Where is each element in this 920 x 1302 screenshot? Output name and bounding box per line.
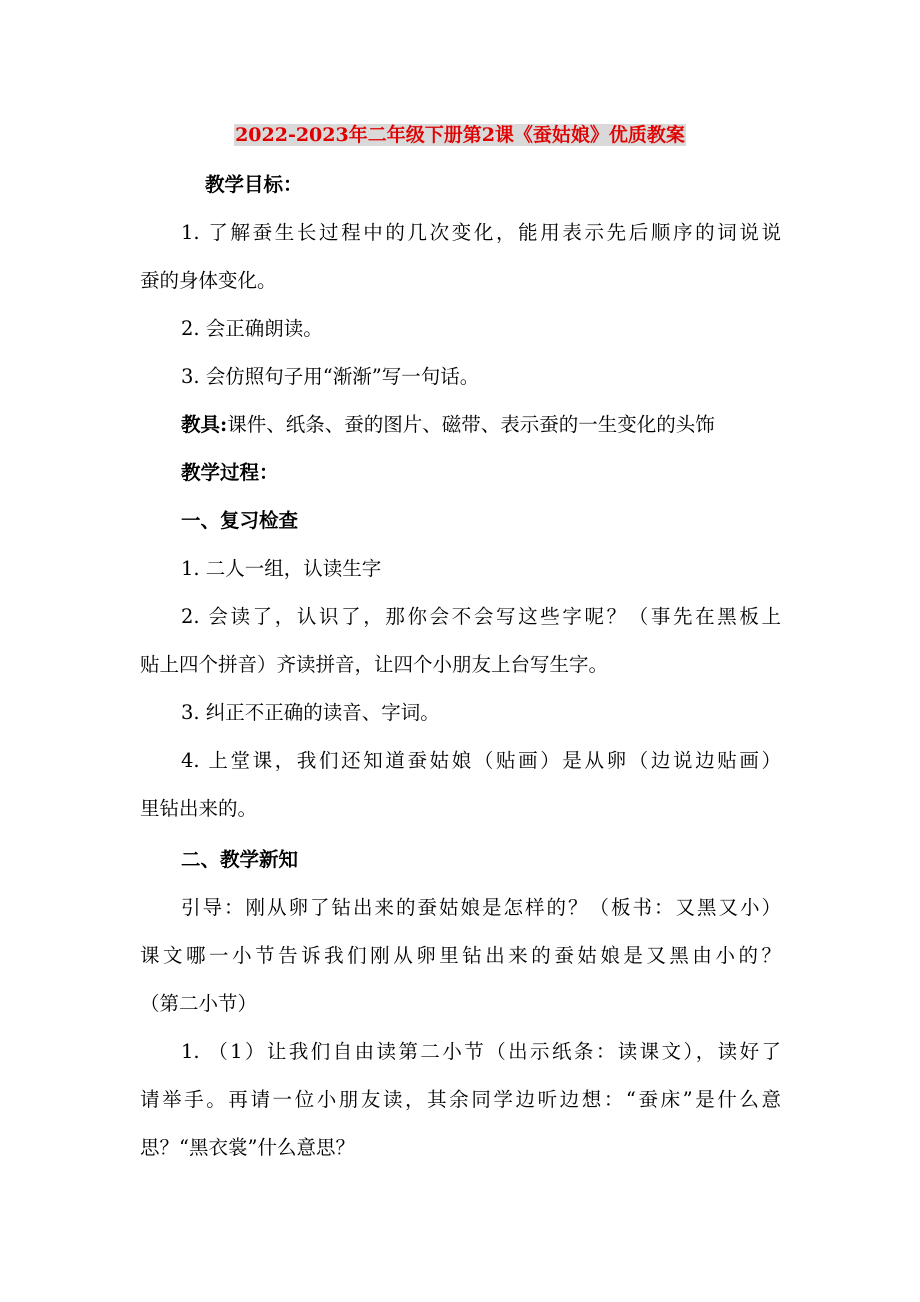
activity-1-cont-1: 请举手。再请一位小朋友读，其余同学边听边想：“蚕床”是什么意 [140,1088,781,1111]
guide-paragraph-cont-2: （第二小节） [140,992,258,1015]
review-item-2: 2. 会读了，认识了，那你会不会写这些字呢？（事先在黑板上 [181,605,781,628]
objective-1-cont: 蚕的身体变化。 [140,269,277,292]
section-heading-objectives: 教学目标： [205,173,303,196]
section-heading-process: 教学过程： [181,461,279,484]
guide-paragraph: 引导：刚从卵了钻出来的蚕姑娘是怎样的？（板书：又黑又小） [181,896,781,919]
section-heading-new-knowledge: 二、教学新知 [181,848,299,871]
review-item-2-cont: 贴上四个拼音）齐读拼音，让四个小朋友上台写生字。 [140,653,609,676]
review-item-4-cont: 里钻出来的。 [140,797,258,820]
activity-1-cont-2: 思？“黑衣裳”什么意思？ [140,1136,355,1159]
teaching-aids-text: 课件、纸条、蚕的图片、磁带、表示蚕的一生变化的头饰 [227,413,715,436]
document-title [0,121,920,149]
review-item-4: 4. 上堂课，我们还知道蚕姑娘（贴画）是从卵（边说边贴画） [181,749,781,772]
teaching-aids [181,410,781,440]
activity-1: 1. （1）让我们自由读第二小节（出示纸条：读课文），读好了 [181,1040,781,1063]
objective-1: 1. 了解蚕生长过程中的几次变化，能用表示先后顺序的词说说 [181,221,781,244]
teaching-aids-label: 教具: [181,413,228,436]
objective-2: 2. 会正确朗读。 [181,317,323,340]
section-heading-review: 一、复习检查 [181,509,299,532]
title-text: 2022-2023年二年级下册第2课《蚕姑娘》优质教案 [235,124,685,146]
objective-3: 3. 会仿照句子用“渐渐”写一句话。 [181,365,480,388]
guide-paragraph-cont-1: 课文哪一小节告诉我们刚从卵里钻出来的蚕姑娘是又黑由小的？ [140,944,781,967]
review-item-1: 1. 二人一组，认读生字 [181,557,382,580]
review-item-3: 3. 纠正不正确的读音、字词。 [181,701,440,724]
